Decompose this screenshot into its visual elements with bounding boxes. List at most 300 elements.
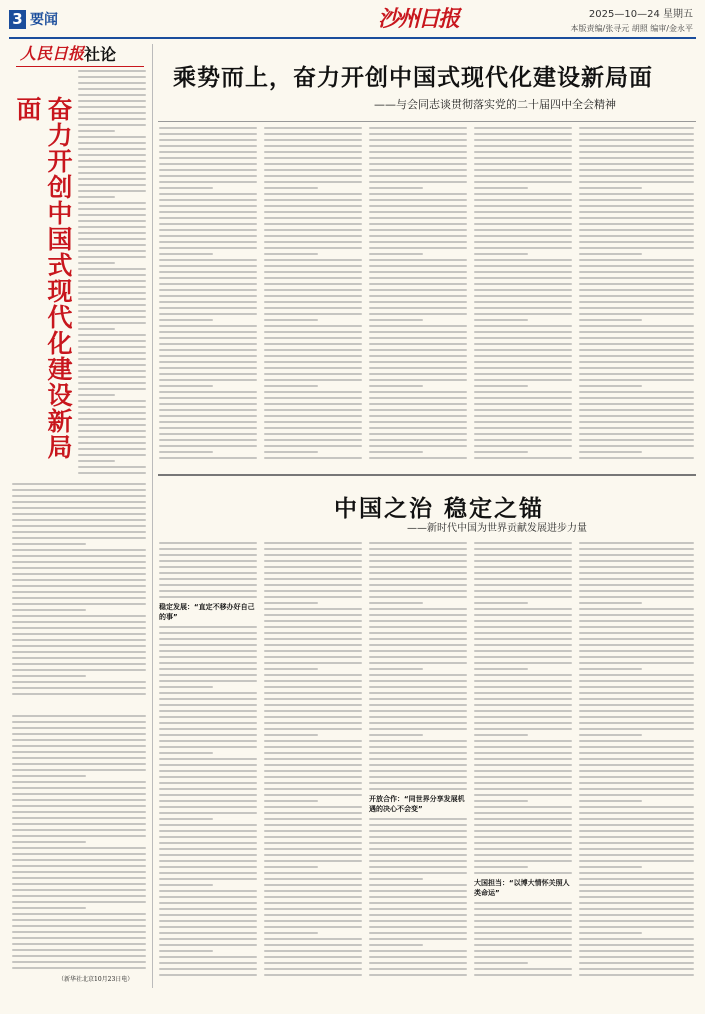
text-line — [369, 620, 467, 622]
text-line — [78, 460, 115, 462]
text-line — [474, 740, 572, 742]
text-line — [264, 325, 362, 327]
text-line — [579, 974, 694, 976]
text-line — [474, 848, 572, 850]
text-line — [579, 764, 694, 766]
text-line — [264, 752, 362, 754]
text-line — [264, 542, 362, 544]
text-line — [12, 955, 146, 957]
text-line — [264, 241, 362, 243]
text-line — [12, 757, 146, 759]
second-column-4 — [474, 542, 572, 980]
text-line — [474, 367, 572, 369]
text-line — [12, 627, 146, 629]
text-line — [579, 397, 694, 399]
text-line — [369, 205, 467, 207]
text-line — [579, 385, 642, 387]
text-line — [159, 361, 257, 363]
text-line — [579, 668, 642, 670]
text-line — [474, 962, 528, 964]
text-line — [12, 531, 146, 533]
text-line — [159, 962, 257, 964]
text-line — [369, 223, 467, 225]
text-line — [474, 259, 572, 261]
text-line — [369, 884, 467, 886]
text-line — [159, 427, 257, 429]
text-line — [474, 584, 572, 586]
text-line — [159, 349, 257, 351]
text-line — [264, 860, 362, 862]
text-line — [369, 283, 467, 285]
text-line — [264, 812, 362, 814]
text-line — [78, 262, 115, 264]
text-line — [369, 872, 467, 874]
text-line — [369, 235, 467, 237]
text-line — [474, 331, 572, 333]
text-line — [579, 193, 694, 195]
text-line — [369, 704, 467, 706]
text-line — [579, 313, 694, 315]
text-line — [12, 871, 146, 873]
text-line — [369, 433, 467, 435]
text-line — [474, 728, 572, 730]
text-line — [369, 824, 467, 826]
text-line — [264, 578, 362, 580]
text-line — [264, 638, 362, 640]
text-line — [264, 409, 362, 411]
text-line — [369, 157, 467, 159]
text-line — [264, 199, 362, 201]
text-line — [369, 211, 467, 213]
text-line — [579, 638, 694, 640]
text-line — [264, 770, 362, 772]
text-line — [369, 385, 423, 387]
text-line — [474, 157, 572, 159]
text-line — [12, 537, 146, 539]
text-line — [369, 313, 467, 315]
text-line — [264, 451, 318, 453]
text-line — [12, 877, 146, 879]
text-line — [264, 307, 362, 309]
editorial-label: 社论 — [84, 45, 117, 64]
text-line — [579, 866, 642, 868]
text-line — [369, 566, 467, 568]
lead-column-4 — [474, 127, 572, 465]
text-line — [78, 328, 115, 330]
text-line — [579, 211, 694, 213]
text-line — [159, 908, 257, 910]
text-line — [474, 620, 572, 622]
text-line — [264, 866, 318, 868]
text-line — [474, 860, 572, 862]
text-line — [264, 734, 318, 736]
text-line — [474, 686, 572, 688]
text-line — [264, 836, 362, 838]
text-line — [474, 710, 572, 712]
text-line — [78, 370, 146, 372]
text-line — [12, 675, 86, 677]
text-line — [369, 265, 467, 267]
text-line — [78, 238, 146, 240]
text-line — [78, 286, 146, 288]
text-line — [474, 908, 572, 910]
text-line — [78, 352, 146, 354]
text-line — [579, 391, 694, 393]
text-line — [474, 139, 572, 141]
text-line — [474, 391, 572, 393]
text-line — [159, 271, 257, 273]
text-line — [264, 896, 362, 898]
text-line — [579, 584, 694, 586]
text-line — [579, 163, 694, 165]
text-line — [474, 566, 572, 568]
text-line — [159, 896, 257, 898]
text-line — [264, 217, 362, 219]
text-line — [12, 937, 146, 939]
text-line — [369, 752, 467, 754]
text-line — [369, 391, 467, 393]
text-line — [579, 542, 694, 544]
text-line — [12, 769, 146, 771]
text-line — [78, 364, 146, 366]
text-line — [474, 175, 572, 177]
text-line — [78, 388, 146, 390]
masthead — [0, 0, 705, 40]
text-line — [159, 722, 257, 724]
text-line — [264, 686, 362, 688]
text-line — [579, 247, 694, 249]
text-line — [369, 968, 467, 970]
text-line — [12, 895, 146, 897]
text-line — [264, 163, 362, 165]
text-line — [159, 301, 257, 303]
text-line — [159, 325, 257, 327]
text-line — [159, 379, 257, 381]
text-line — [264, 439, 362, 441]
text-line — [369, 590, 467, 592]
text-line — [159, 205, 257, 207]
text-line — [369, 367, 467, 369]
text-line — [264, 644, 362, 646]
text-line — [264, 620, 362, 622]
text-line — [369, 608, 467, 610]
text-line — [159, 788, 257, 790]
text-line — [12, 883, 146, 885]
text-line — [579, 427, 694, 429]
text-line — [78, 292, 146, 294]
text-line — [12, 519, 146, 521]
text-line — [579, 686, 694, 688]
text-line — [264, 968, 362, 970]
text-line — [12, 633, 146, 635]
second-column-2 — [264, 542, 362, 980]
text-line — [12, 967, 146, 969]
text-line — [579, 145, 694, 147]
text-line — [78, 412, 146, 414]
text-line — [12, 865, 146, 867]
text-line — [579, 860, 694, 862]
text-line — [474, 283, 572, 285]
text-line — [474, 770, 572, 772]
text-line — [369, 181, 467, 183]
text-line — [264, 914, 362, 916]
text-line — [264, 367, 362, 369]
text-line — [264, 824, 362, 826]
editor-credits: 本版责编/张寻元 胡照 编审/金永平 — [570, 24, 693, 33]
text-line — [159, 650, 257, 652]
text-line — [12, 727, 146, 729]
text-line — [78, 226, 146, 228]
text-line — [474, 127, 572, 129]
text-line — [159, 277, 257, 279]
text-line — [579, 782, 694, 784]
text-line — [12, 657, 146, 659]
text-line — [12, 555, 146, 557]
text-line — [159, 127, 257, 129]
text-line — [78, 154, 146, 156]
text-line — [474, 872, 572, 874]
text-line — [369, 193, 467, 195]
text-line — [579, 968, 694, 970]
text-line — [264, 650, 362, 652]
text-line — [12, 591, 146, 593]
text-line — [474, 692, 572, 694]
text-line — [474, 758, 572, 760]
section-head: 大国担当：“以博大情怀关照人类命运” — [474, 879, 570, 897]
text-line — [474, 866, 528, 868]
text-line — [159, 289, 257, 291]
text-line — [369, 914, 467, 916]
text-line — [12, 949, 146, 951]
text-line — [264, 818, 362, 820]
text-line — [159, 752, 213, 754]
text-line — [78, 160, 146, 162]
text-line — [12, 651, 146, 653]
text-line — [474, 151, 572, 153]
text-line — [474, 608, 572, 610]
text-line — [369, 764, 467, 766]
text-line — [369, 680, 467, 682]
text-line — [12, 841, 86, 843]
text-line — [474, 379, 572, 381]
text-line — [12, 513, 146, 515]
text-line — [474, 433, 572, 435]
text-line — [369, 343, 467, 345]
text-line — [369, 572, 467, 574]
text-line — [579, 698, 694, 700]
text-line — [159, 890, 257, 892]
text-line — [369, 175, 467, 177]
text-line — [78, 124, 146, 126]
text-line — [474, 427, 572, 429]
text-line — [159, 259, 257, 261]
lead-headline: 乘势而上，奋力开创中国式现代化建设新局面 — [173, 64, 653, 91]
text-line — [369, 259, 467, 261]
text-line — [474, 938, 572, 940]
text-line — [369, 325, 467, 327]
text-line — [474, 271, 572, 273]
text-line — [159, 854, 257, 856]
text-line — [369, 836, 467, 838]
text-line — [264, 271, 362, 273]
text-line — [159, 235, 257, 237]
text-line — [159, 806, 257, 808]
lead-column-2 — [264, 127, 362, 465]
text-line — [159, 698, 257, 700]
text-line — [474, 542, 572, 544]
text-line — [264, 181, 362, 183]
text-line — [579, 674, 694, 676]
text-line — [264, 932, 318, 934]
page-number: 3 — [9, 10, 26, 29]
text-line — [474, 734, 528, 736]
text-line — [264, 151, 362, 153]
text-line — [579, 241, 694, 243]
text-line — [264, 758, 362, 760]
text-line — [579, 716, 694, 718]
text-line — [12, 609, 86, 611]
text-line — [78, 346, 146, 348]
text-line — [579, 271, 694, 273]
text-line — [579, 728, 694, 730]
text-line — [369, 560, 467, 562]
text-line — [474, 716, 572, 718]
text-line — [264, 662, 362, 664]
text-line — [78, 184, 146, 186]
text-line — [474, 445, 572, 447]
text-line — [159, 355, 257, 357]
text-line — [474, 776, 572, 778]
text-line — [579, 872, 694, 874]
text-line — [579, 722, 694, 724]
text-line — [474, 145, 572, 147]
text-line — [579, 944, 694, 946]
text-line — [12, 835, 146, 837]
text-line — [78, 274, 146, 276]
text-line — [579, 139, 694, 141]
text-line — [264, 223, 362, 225]
text-line — [264, 584, 362, 586]
text-line — [12, 621, 146, 623]
text-line — [264, 235, 362, 237]
text-line — [159, 680, 257, 682]
text-line — [12, 925, 146, 927]
text-line — [159, 710, 257, 712]
text-line — [159, 217, 257, 219]
text-line — [159, 746, 257, 748]
text-line — [159, 932, 257, 934]
text-line — [264, 746, 362, 748]
text-line — [369, 373, 467, 375]
text-line — [474, 854, 572, 856]
text-line — [474, 800, 528, 802]
column-divider — [152, 44, 153, 988]
text-line — [159, 740, 257, 742]
text-line — [264, 133, 362, 135]
text-line — [579, 758, 694, 760]
lead-column-3 — [369, 127, 467, 465]
text-line — [369, 698, 467, 700]
text-line — [579, 818, 694, 820]
text-line — [474, 932, 572, 934]
text-line — [579, 794, 694, 796]
text-line — [264, 830, 362, 832]
text-line — [159, 872, 257, 874]
text-line — [12, 549, 146, 551]
text-line — [579, 283, 694, 285]
text-line — [474, 415, 572, 417]
text-line — [264, 313, 362, 315]
text-line — [12, 543, 86, 545]
text-line — [78, 334, 146, 336]
text-line — [78, 424, 146, 426]
text-line — [264, 259, 362, 261]
text-line — [12, 715, 146, 717]
text-line — [264, 668, 318, 670]
text-line — [579, 656, 694, 658]
text-line — [369, 692, 467, 694]
text-line — [579, 962, 694, 964]
text-line — [579, 662, 694, 664]
text-line — [579, 331, 694, 333]
text-line — [474, 193, 572, 195]
text-line — [12, 561, 146, 563]
text-line — [159, 421, 257, 423]
text-line — [264, 193, 362, 195]
text-line — [159, 938, 257, 940]
text-line — [78, 232, 146, 234]
text-line — [12, 739, 146, 741]
text-line — [579, 457, 694, 459]
text-line — [159, 638, 257, 640]
text-line — [579, 824, 694, 826]
text-line — [474, 307, 572, 309]
text-line — [78, 448, 146, 450]
text-line — [12, 829, 146, 831]
text-line — [159, 133, 257, 135]
text-line — [264, 415, 362, 417]
text-line — [369, 409, 467, 411]
text-line — [159, 632, 257, 634]
text-line — [579, 680, 694, 682]
text-line — [78, 100, 146, 102]
text-line — [474, 914, 572, 916]
text-line — [159, 968, 257, 970]
text-line — [78, 148, 146, 150]
text-line — [78, 442, 146, 444]
text-line — [78, 304, 146, 306]
text-line — [474, 163, 572, 165]
text-line — [579, 259, 694, 261]
text-line — [159, 253, 213, 255]
text-line — [369, 439, 467, 441]
text-line — [264, 632, 362, 634]
text-line — [579, 710, 694, 712]
text-line — [264, 397, 362, 399]
text-line — [159, 319, 213, 321]
second-subheadline: ——新时代中国为世界贡献发展进步力量 — [407, 523, 587, 534]
text-line — [474, 457, 572, 459]
text-line — [159, 944, 257, 946]
text-line — [474, 638, 572, 640]
text-line — [159, 656, 257, 658]
text-line — [579, 788, 694, 790]
text-line — [474, 968, 572, 970]
text-line — [579, 620, 694, 622]
text-line — [579, 830, 694, 832]
text-line — [264, 355, 362, 357]
text-line — [159, 229, 257, 231]
